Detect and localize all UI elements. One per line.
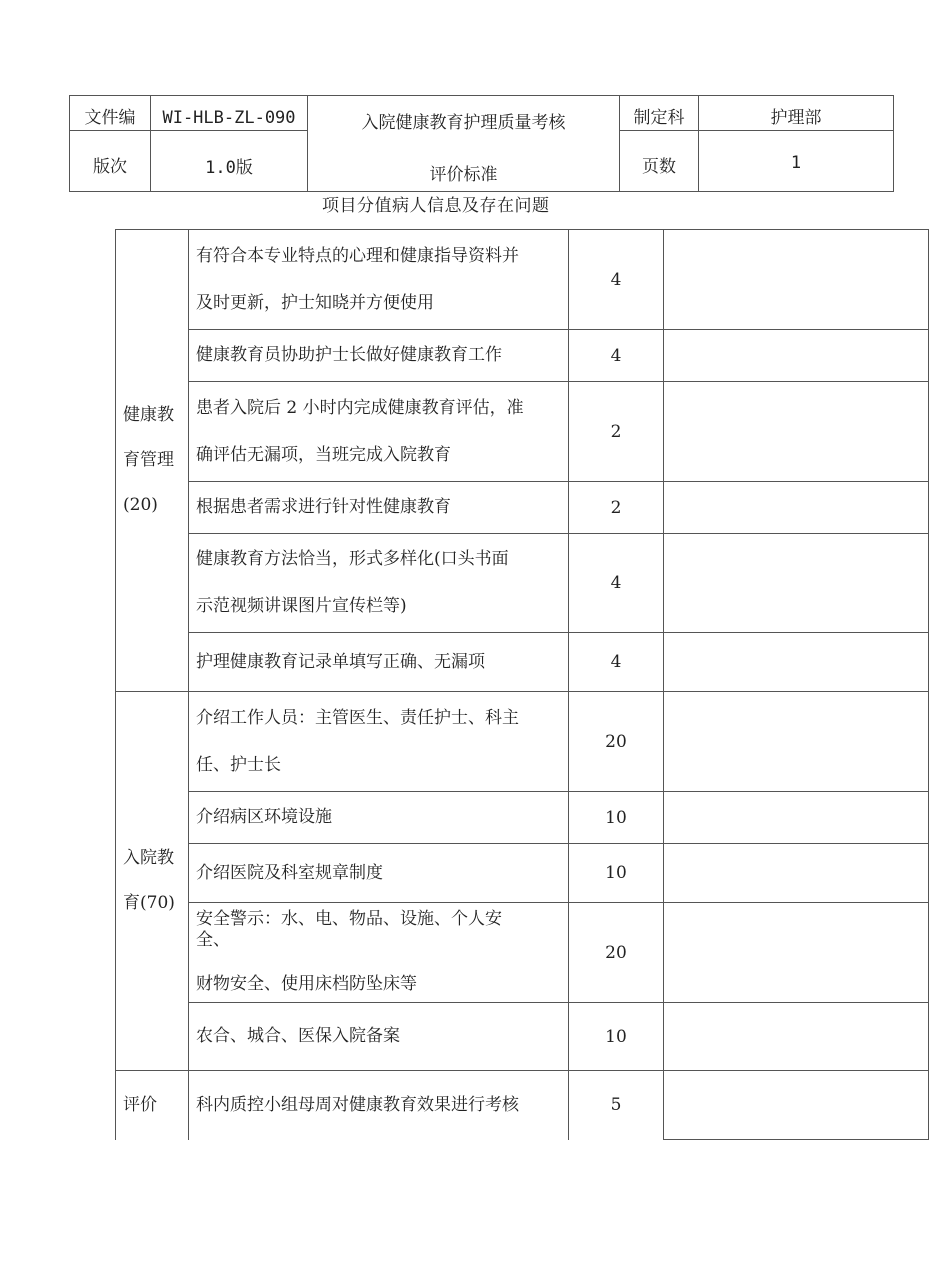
file-no-value: WI-HLB-ZL-090 (151, 96, 308, 131)
item-text: 介绍病区环境设施 (189, 792, 569, 844)
item-line: 及时更新，护士知晓并方便使用 (196, 292, 434, 313)
table-row (116, 1071, 929, 1140)
item-line: 健康教育方法恰当，形式多样化(口头书面 (196, 549, 509, 569)
table-row (116, 792, 929, 844)
score-cell: 2 (569, 382, 664, 482)
item-text: 根据患者需求进行针对性健康教育 (189, 482, 569, 534)
score-cell: 4 (569, 230, 664, 330)
item-text: 科内质控小组母周对健康教育效果进行考核 (189, 1071, 569, 1140)
score-cell: 10 (569, 844, 664, 903)
table-row (116, 844, 929, 903)
item-line (196, 909, 564, 951)
item-text (189, 903, 569, 1003)
item-line: 示范视频讲课图片宣传栏等) (196, 596, 407, 616)
item-text (189, 534, 569, 633)
document-title-line2: 评价标准 (429, 165, 498, 185)
table-row (116, 534, 929, 633)
score-cell: 4 (569, 534, 664, 633)
score-cell: 4 (569, 633, 664, 692)
issues-cell (664, 792, 929, 844)
table-row (116, 382, 929, 482)
category-text: 育(70) (123, 893, 175, 913)
file-no-label: 文件编 (70, 96, 151, 131)
item-text: 护理健康教育记录单填写正确、无漏项 (189, 633, 569, 692)
score-cell: 20 (569, 692, 664, 792)
issues-cell (664, 903, 929, 1003)
item-text (189, 230, 569, 330)
category-text: 健康教 (123, 405, 174, 425)
score-cell: 10 (569, 792, 664, 844)
item-line: 任、护士长 (196, 754, 281, 775)
item-text: 健康教育员协助护士长做好健康教育工作 (189, 330, 569, 382)
category-admission-edu (116, 692, 189, 1071)
item-line: 有符合本专业特点的心理和健康指导资料并 (196, 245, 519, 266)
issues-cell (664, 844, 929, 903)
category-text: 育管理 (123, 450, 174, 470)
table-subtitle: 项目分值病人信息及存在问题 (322, 196, 550, 216)
issues-cell (664, 1003, 929, 1071)
issues-cell (664, 692, 929, 792)
evaluation-table (115, 229, 929, 1140)
score-cell: 20 (569, 903, 664, 1003)
score-cell: 5 (569, 1071, 664, 1140)
item-line-part: 安全警示：水、电、物品、设施、个人安 (196, 908, 502, 929)
document-title (308, 96, 620, 192)
item-line-part: 全、 (196, 929, 230, 950)
category-text: (20) (123, 495, 158, 515)
item-text: 农合、城合、医保入院备案 (189, 1003, 569, 1071)
issues-cell (664, 534, 929, 633)
document-header (69, 95, 894, 192)
category-text: 入院教 (123, 848, 174, 868)
item-text (189, 692, 569, 792)
page-value: 1 (699, 131, 894, 192)
table-row (116, 1003, 929, 1071)
category-evaluation: 评价 (116, 1071, 189, 1140)
table-row (116, 633, 929, 692)
score-cell: 4 (569, 330, 664, 382)
version-label: 版次 (70, 131, 151, 192)
table-row (116, 230, 929, 330)
dept-value: 护理部 (699, 96, 894, 131)
item-line: 介绍工作人员：主管医生、责任护士、科主 (196, 707, 519, 728)
item-text (189, 382, 569, 482)
item-line: 患者入院后 2 小时内完成健康教育评估，准 (196, 397, 524, 418)
issues-cell (664, 330, 929, 382)
score-cell: 10 (569, 1003, 664, 1071)
table-row (116, 482, 929, 534)
score-cell: 2 (569, 482, 664, 534)
table-row (116, 692, 929, 792)
table-row (116, 903, 929, 1003)
document-title-line1: 入院健康教育护理质量考核 (361, 113, 566, 133)
page-label: 页数 (620, 131, 699, 192)
issues-cell (664, 633, 929, 692)
item-line: 财物安全、使用床档防坠床等 (196, 973, 417, 994)
issues-cell (664, 230, 929, 330)
issues-cell (664, 482, 929, 534)
table-row (116, 330, 929, 382)
category-health-edu-mgmt (116, 230, 189, 692)
issues-cell (664, 1071, 929, 1140)
item-text: 介绍医院及科室规章制度 (189, 844, 569, 903)
issues-cell (664, 382, 929, 482)
version-value: 1.0版 (151, 131, 308, 192)
dept-label: 制定科 (620, 96, 699, 131)
item-line: 确评估无漏项，当班完成入院教育 (196, 444, 451, 465)
